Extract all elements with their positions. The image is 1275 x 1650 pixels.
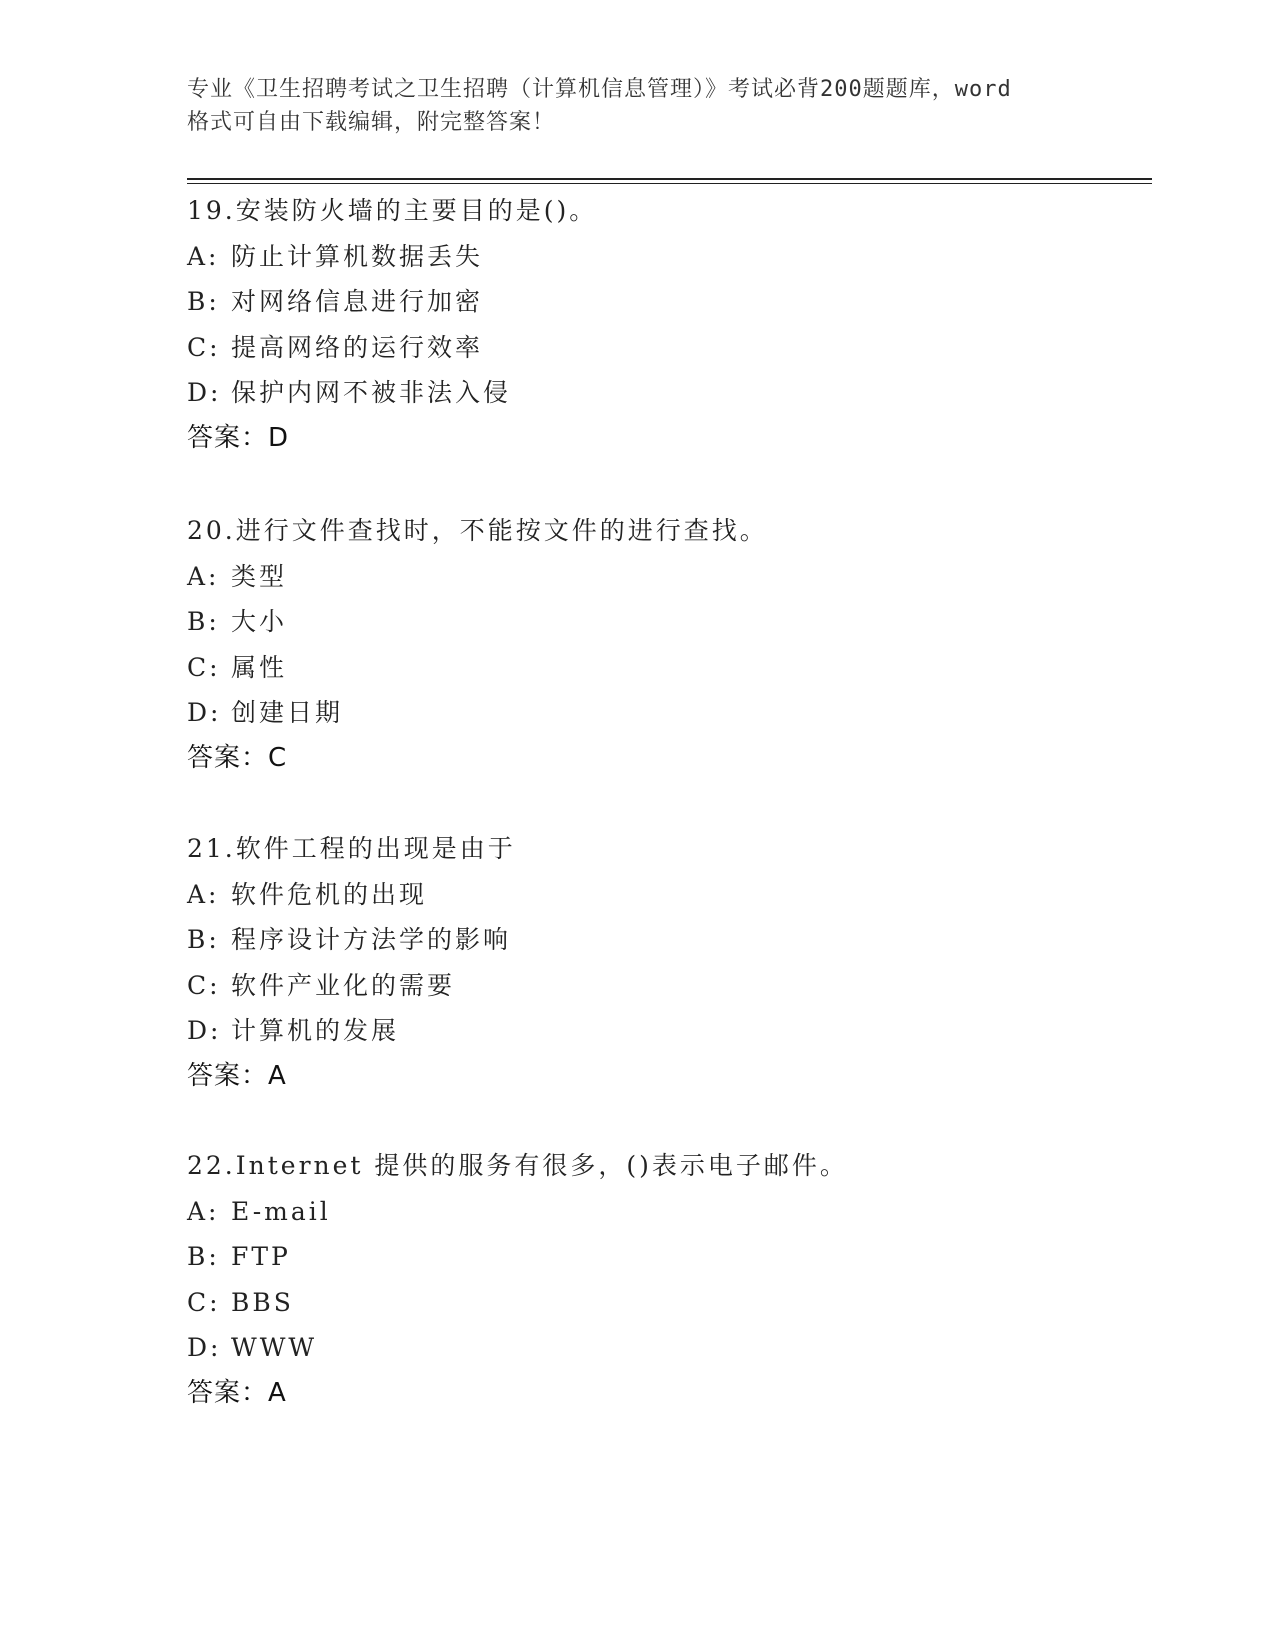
question-21 — [187, 826, 1087, 1099]
option-text: 计算机的发展 — [231, 1016, 400, 1045]
document-header — [187, 73, 1087, 139]
question-22 — [187, 1143, 1087, 1416]
option-text: 程序设计方法学的影响 — [231, 925, 512, 954]
answer: 答案：A — [187, 1377, 287, 1408]
question-stem: 22.Internet 提供的服务有很多，()表示电子邮件。 — [187, 1151, 848, 1180]
option-key: B: — [187, 287, 220, 316]
option-text: 对网络信息进行加密 — [231, 287, 484, 316]
question-stem: 20.进行文件查找时，不能按文件的进行查找。 — [187, 516, 768, 545]
option-text: 保护内网不被非法入侵 — [231, 378, 512, 407]
answer: 答案：A — [187, 1060, 287, 1091]
option-text: FTP — [231, 1242, 291, 1271]
option-key: D: — [187, 1333, 222, 1362]
option-text: 防止计算机数据丢失 — [231, 241, 484, 271]
option-key: C: — [187, 652, 221, 682]
option-text: 类型 — [231, 561, 288, 591]
option-key: B: — [187, 1242, 220, 1271]
option-text: 大小 — [231, 607, 288, 636]
option-c — [187, 963, 1087, 1009]
option-d — [187, 1008, 1087, 1054]
option-key: D: — [187, 378, 222, 407]
option-a — [187, 554, 1087, 600]
option-c — [187, 1280, 1087, 1326]
option-key: D: — [187, 698, 222, 727]
header-divider-thick — [187, 178, 1152, 180]
option-key: A: — [187, 561, 220, 591]
question-19 — [187, 188, 1087, 461]
option-b — [187, 917, 1087, 963]
answer: 答案：D — [187, 422, 290, 453]
option-b — [187, 599, 1087, 645]
option-text: E-mail — [231, 1196, 331, 1226]
option-key: C: — [187, 970, 221, 1000]
option-a — [187, 872, 1087, 918]
option-key: A: — [187, 241, 220, 271]
option-c — [187, 645, 1087, 691]
question-stem: 21.软件工程的出现是由于 — [187, 834, 516, 863]
option-text: 属性 — [231, 652, 288, 682]
option-key: C: — [187, 332, 221, 362]
option-text: 软件产业化的需要 — [231, 970, 456, 1000]
option-key: A: — [187, 1196, 220, 1226]
question-20 — [187, 508, 1087, 781]
option-text: 提高网络的运行效率 — [231, 332, 484, 362]
option-key: C: — [187, 1287, 221, 1317]
option-b — [187, 1234, 1087, 1280]
option-a — [187, 234, 1087, 280]
header-line-1: 专业《卫生招聘考试之卫生招聘（计算机信息管理）》考试必背200题题库，word — [187, 77, 1012, 102]
header-line-2: 格式可自由下载编辑，附完整答案！ — [187, 110, 556, 135]
option-text: WWW — [231, 1333, 318, 1362]
question-stem: 19.安装防火墙的主要目的是()。 — [187, 196, 598, 225]
option-b — [187, 279, 1087, 325]
option-d — [187, 690, 1087, 736]
option-key: B: — [187, 607, 220, 636]
option-key: B: — [187, 925, 220, 954]
option-text: BBS — [231, 1287, 294, 1317]
option-c — [187, 325, 1087, 371]
header-divider-thin — [187, 183, 1152, 184]
answer: 答案：C — [187, 742, 288, 773]
option-d — [187, 370, 1087, 416]
option-text: 软件危机的出现 — [231, 879, 428, 909]
option-a — [187, 1189, 1087, 1235]
option-key: D: — [187, 1016, 222, 1045]
option-d — [187, 1325, 1087, 1371]
option-text: 创建日期 — [231, 698, 344, 727]
option-key: A: — [187, 879, 220, 909]
